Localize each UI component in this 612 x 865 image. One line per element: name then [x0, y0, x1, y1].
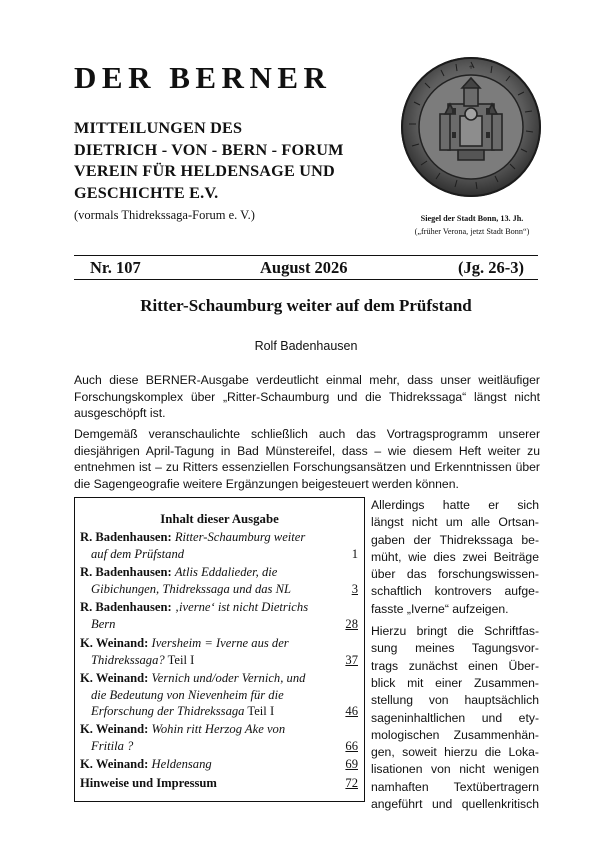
toc-entry-title: Wohin ritt Herzog Ake von: [151, 722, 286, 736]
column-line: über das forschungswissen-: [371, 567, 539, 582]
toc-entry-page: 72: [345, 776, 358, 790]
toc-entry-title: Gibichungen, Thidrekssaga und das NL: [91, 581, 291, 596]
city-seal-image: [400, 56, 542, 198]
toc-heading: Inhalt dieser Ausgabe: [160, 512, 279, 526]
toc-entry-title: ‚iverne‘ ist nicht Dietrichs: [174, 600, 309, 614]
toc-entry-title: Iversheim = Iverne aus der: [151, 636, 289, 650]
table-of-contents: [74, 497, 365, 802]
column-line: fasste „Iverne“ aufzeigen.: [371, 601, 509, 616]
toc-entry-title: Atlis Eddalieder, die: [174, 565, 278, 579]
subtitle-line: GESCHICHTE E.V.: [74, 183, 219, 202]
toc-entry-suffix: Teil I: [244, 704, 275, 718]
column-line: längst nicht um alle Ortsan-: [371, 515, 539, 530]
column-line: trags zunächst einen Über-: [371, 658, 539, 673]
column-line: lisationen von nicht wenigen: [371, 762, 539, 777]
column-line: angeführt und quellenkritisch: [371, 797, 539, 812]
issue-volume: (Jg. 26-3): [458, 258, 524, 277]
formerly-note: (vormals Thidrekssaga-Forum e. V.): [74, 208, 255, 222]
column-line: mologischen Zusammenhän-: [371, 727, 539, 742]
column-line: stellung von hauptsächlich: [371, 693, 539, 708]
column-line: sageninhaltlichen und ety-: [371, 710, 539, 725]
column-line: gen, soweit hierzu die Loka-: [371, 745, 539, 760]
toc-entry-title: Erforschung der Thidrekssaga: [91, 704, 245, 718]
subtitle-line: MITTEILUNGEN DES: [74, 119, 243, 137]
column-line: namhaften Textübertragern: [371, 779, 539, 794]
toc-entry-title: die Bedeutung von Nievenheim für die: [91, 687, 284, 702]
column-line: Allerdings hatte er sich: [371, 498, 539, 512]
column-line: schaftlich kontrovers aufge-: [371, 584, 539, 599]
toc-entry-author: R. Badenhausen:: [80, 565, 172, 579]
toc-entry-author: K. Weinand:: [80, 757, 149, 771]
toc-entry-author: K. Weinand:: [80, 671, 149, 685]
toc-entry-author: K. Weinand:: [80, 722, 149, 736]
toc-entry-page: 66: [345, 738, 358, 753]
column-line: gaben der Thidrekssaga be-: [371, 532, 539, 547]
column-line: blick mit einer Zusammen-: [371, 675, 539, 690]
article-paragraph: Demgemäß veranschaulichte schließlich auch das Vortragsprogramm unserer diesjährigen April-Tagung in Bad Münstereifel, dass – wie diesem Heft weiter zu entnehmen ist – zu Ritters essenziellen Forschungsansätzen und Erkenntnissen über die Sagengeografie weitere Ergänzungen beigesteuert werden können.: [74, 427, 540, 491]
toc-entry[interactable]: [80, 635, 358, 668]
masthead-subtitle: [74, 118, 384, 204]
seal-caption-note: („früher Verona, jetzt Stadt Bonn“): [414, 226, 530, 236]
toc-entry[interactable]: [80, 756, 358, 773]
toc-entry-suffix: Teil I: [164, 652, 195, 667]
column-line: müht, wie dies zwei Beiträge: [371, 549, 539, 564]
toc-entry-page: 3: [351, 581, 358, 596]
toc-entry-author: R. Badenhausen:: [80, 600, 172, 614]
issue-bar-bottom-rule: [74, 279, 538, 280]
toc-entry[interactable]: [80, 670, 358, 720]
toc-entry[interactable]: [80, 564, 358, 597]
toc-entry-title: Thidrekssaga?: [91, 652, 165, 667]
toc-entry[interactable]: [80, 775, 358, 792]
toc-entry-page: 1: [351, 546, 358, 561]
toc-entry-title: Ritter-Schaumburg weiter: [174, 530, 306, 544]
subtitle-line: VEREIN FÜR HELDENSAGE UND: [74, 162, 335, 180]
svg-text:+: +: [468, 63, 474, 72]
issue-bar-top-rule: [74, 255, 538, 256]
toc-entry-page: 46: [345, 704, 358, 718]
toc-entry[interactable]: [80, 529, 358, 562]
toc-entry-page: 37: [345, 652, 358, 667]
toc-entry-page: 28: [345, 616, 358, 631]
toc-entry-title: Heldensang: [151, 757, 212, 771]
toc-entry-page: 69: [345, 757, 358, 771]
toc-entry[interactable]: [80, 599, 358, 632]
article-column-right: [371, 497, 539, 813]
column-line: Hierzu bringt die Schriftfas-: [371, 624, 539, 639]
seal-caption: [380, 213, 564, 238]
toc-entry-author: K. Weinand:: [80, 636, 149, 650]
toc-entry-title: Bern: [91, 616, 116, 631]
issue-date: August 2026: [260, 258, 348, 277]
toc-entry-title: auf dem Prüfstand: [91, 546, 185, 561]
article-paragraph: Auch diese BERNER-Ausgabe verdeutlicht einmal mehr, dass unser weitläufiger Forschungskomplex über „Ritter-Schaumburg und die Thidrekssaga“ längst nicht ausgeschöpft ist.: [74, 373, 540, 420]
toc-entry-author: Hinweise und Impressum: [80, 776, 217, 790]
masthead-title: DER BERNER: [74, 60, 332, 95]
article-author: Rolf Badenhausen: [254, 339, 358, 353]
article-title: Ritter-Schaumburg weiter auf dem Prüfstand: [140, 296, 472, 315]
toc-entry-title: Fritila ?: [91, 738, 134, 753]
toc-entry[interactable]: [80, 721, 358, 754]
toc-entry-author: R. Badenhausen:: [80, 530, 172, 544]
toc-entry-title: Vernich und/oder Vernich, und: [151, 671, 306, 685]
seal-caption-title: Siegel der Stadt Bonn, 13. Jh.: [420, 214, 524, 223]
issue-bar: [74, 258, 538, 280]
column-line: sung meines Tagungsvor-: [371, 641, 539, 656]
issue-number: Nr. 107: [90, 258, 141, 277]
subtitle-line: DIETRICH - VON - BERN - FORUM: [74, 140, 344, 159]
